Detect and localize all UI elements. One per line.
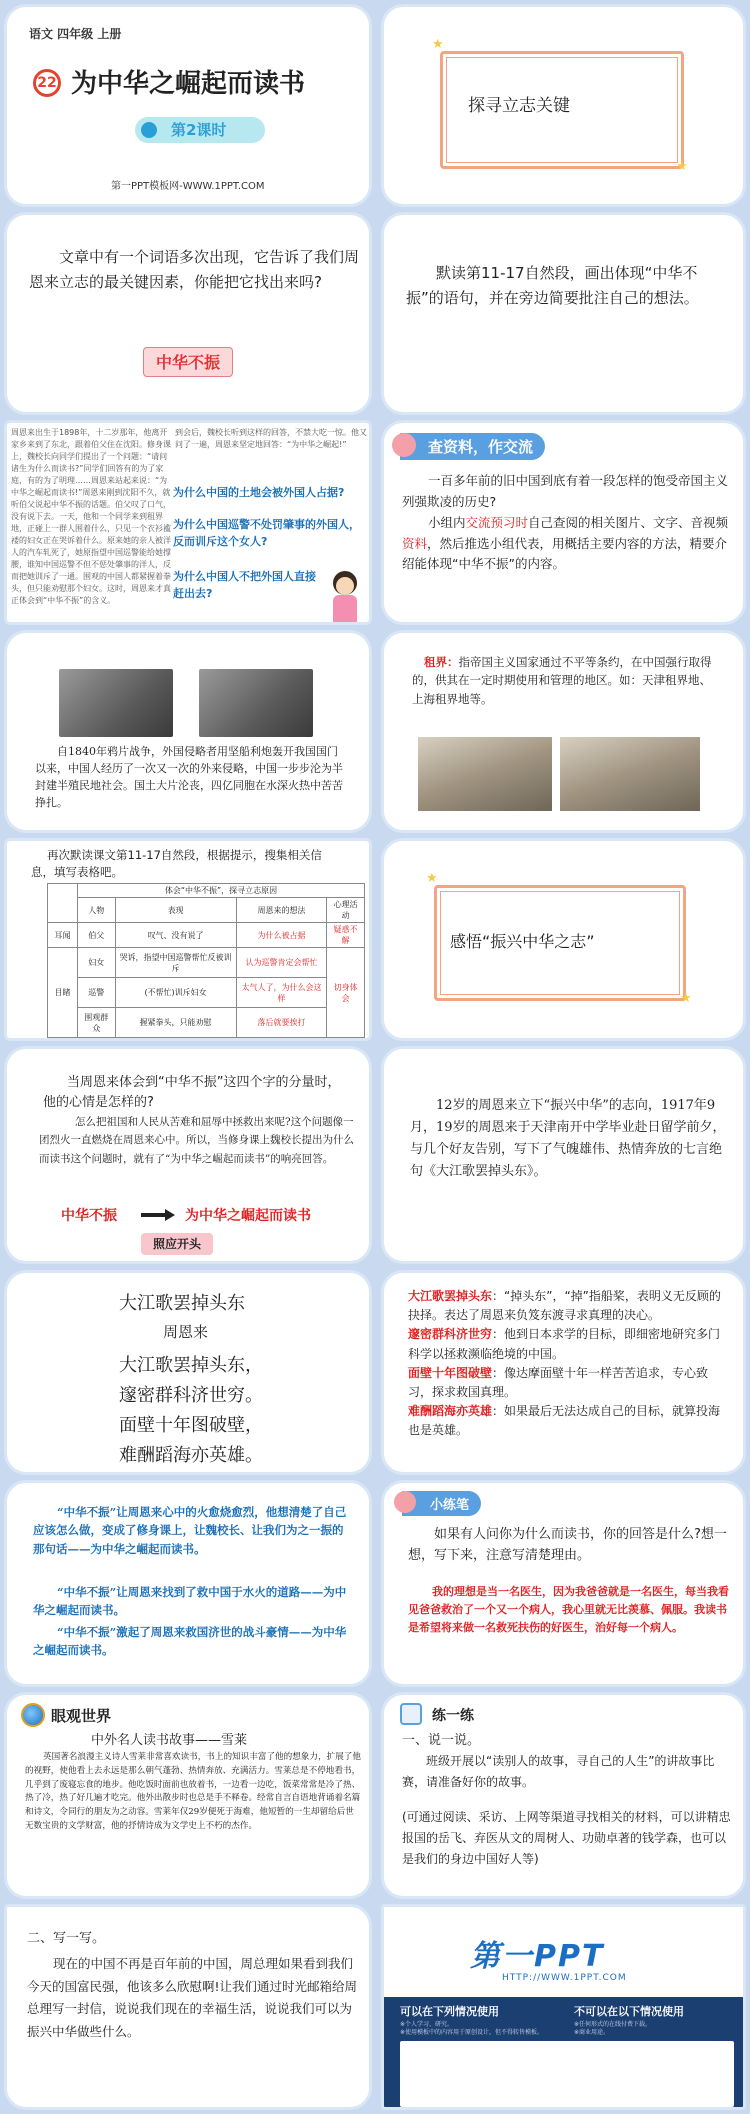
history-question: 一百多年前的旧中国到底有着一段怎样的饱受帝国主义列强欺凌的历史?: [402, 473, 729, 509]
concession-photo-2: [560, 737, 700, 811]
slide-poem: [4, 1270, 372, 1475]
slide-section-aspiration: [381, 838, 746, 1041]
exercise-heading: 一、说一说。: [402, 1733, 481, 1748]
chain-left: 中华不振: [61, 1208, 117, 1224]
star-icon: ★: [676, 159, 688, 174]
history-paragraph: 自1840年鸦片战争，外国侵略者用坚船利炮轰开我国国门以来，中国人经历了一次又一次的外来侵略，中国一步步沦为半封建半殖民地社会。国土大片沦丧，四亿同胞在水深火热中苦苦挣扎。: [35, 745, 343, 810]
poem-author: 周恩来: [163, 1323, 209, 1341]
summary-paragraph: “中华不振”让周恩来找到了救中国于水火的道路——为中华之崛起而读书。: [33, 1585, 347, 1618]
write-heading: 二、写一写。: [27, 1931, 106, 1946]
poem-line: 难酬蹈海亦英雄。: [119, 1445, 263, 1466]
slide-world-view: [4, 1692, 372, 1899]
exercise-badge: 练一练: [432, 1708, 474, 1724]
slide-section-explore: [381, 4, 746, 207]
concession-definition: 租界：指帝国主义国家通过不平等条约，在中国强行取得的，供其在一定时期使用和管理的地区。如：天津租界地、上海租界地等。: [412, 655, 712, 706]
slide-exercise-write: [4, 1904, 372, 2110]
slide-keyword-question: [4, 212, 372, 415]
group-task: 小组内交流预习时自己查阅的相关图片、文字、音视频资料，然后推选小组代表，用概括主要内容的方法，精要介绍能体现“中华不振”的内容。: [402, 515, 729, 572]
textbook-excerpt: 周恩来出生于1898年，十二岁那年，他离开家乡来到了东北，跟着伯父住在沈阳。修身课上，魏校长向同学们提出了一个问题：“请问诸生为什么而读书?”同学们回答有的为了家庭，有的为了明理……周恩来站起来说：“为中华之崛起而读书!”周恩来刚到沈阳不久，就听伯父说起中华不振的话题。伯父叹了口气，没有说下去。一天，他和一个同学来到租界地，正碰上一群人围着什么，只见一个衣衫褴褛的妇女正在哭诉着什么。原来她的亲人被洋人的汽车轧死了，她原指望中国巡警能给她撑腰，谁知中国巡警不但不惩处肇事的洋人，反而把她训斥了一通。围观的中国人都紧握着拳头，但只能劝慰那个妇女。这时，周恩来才真正体会到“中华不振”的含义。: [11, 428, 171, 605]
star-icon: ★: [680, 991, 692, 1006]
story-title: 中外名人读书故事——雪莱: [91, 1733, 248, 1748]
historical-photo-1: [59, 669, 173, 737]
write-text: 现在的中国不再是百年前的中国，周总理如果看到我们今天的国富民强，他该多么欣慰啊!让我们通过时光邮箱给周总理写一封信，说说我们现在的幸福生活，说说我们可以为振兴中华做些什么。: [27, 1956, 358, 2039]
lesson-pill: [135, 117, 265, 143]
practice-badge: 小练笔: [402, 1491, 481, 1516]
lesson-number-badge: 22: [33, 69, 61, 97]
question-text: 文章中有一个词语多次出现，它告诉了我们周恩来立志的最关键因素，你能把它找出来吗?: [29, 248, 360, 291]
story-text: 英国著名浪漫主义诗人雪莱非常喜欢读书，书上的知识丰富了他的想象力，扩展了他的视野，使他看上去永远是那么朝气蓬勃、热情奔放、充满活力。雪莱总是不停地看书，几乎到了废寝忘食的地步。他吃饭时面前也放着书，一边看一边吃，饭菜常常是冷了热、热了冷，热了好几遍才吃完。他外出散步时也总是手不释卷。经常自言自语地背诵着名篇和诗文，令同行的朋友为之动容。雪莱年仅29岁便死于海难，他短暂的一生却留给后世无数宝贵的文学财富，他的抒情诗成为文学史上不朽的杰作。: [25, 1752, 361, 1831]
poem-line: 面壁十年图破壁，: [119, 1415, 263, 1436]
slide-exercise-speak: [381, 1692, 746, 1899]
concession-photo-1: [418, 737, 552, 811]
poem-line: 邃密群科济世穷。: [119, 1385, 263, 1406]
table-row: 围观群众 握紧拳头，只能劝慰 落后就要挨打: [48, 1008, 365, 1038]
allowed-item: ※个人学习、研究。: [400, 2021, 454, 2028]
lesson-label: 第2课时: [171, 121, 227, 139]
lamp-icon: [392, 433, 416, 457]
allowed-item: ※使用模板中的内容用于原创设计，但不得转售模板。: [400, 2029, 544, 2036]
poem-title: 大江歌罢掉头东: [119, 1293, 245, 1314]
echo-opening-button[interactable]: 照应开头: [141, 1233, 213, 1255]
cover-footer: 第一PPT模板网-WWW.1PPT.COM: [111, 181, 265, 192]
question-3: 为什么中国人不把外国人直接赶出去?: [173, 570, 316, 600]
exercise-text: 班级开展以“读别人的故事，寻自己的人生”的讲故事比赛，请准备好你的故事。: [402, 1754, 715, 1789]
practice-question: 如果有人问你为什么而读书，你的回答是什么?想一想，写下来，注意写清楚理由。: [408, 1527, 727, 1563]
grade-label: 语文 四年级 上册: [29, 27, 122, 41]
star-icon: ★: [426, 871, 438, 886]
research-badge: 查资料，作交流: [400, 433, 545, 460]
section-title: 感悟“振兴中华之志”: [450, 932, 595, 951]
table-row: 耳闻 伯父 叹气、没有说了 为什么被占据 疑惑不解: [48, 923, 365, 948]
lamp-icon: [394, 1491, 416, 1513]
slide-text-questions: [4, 420, 372, 625]
feeling-explanation: 怎么把祖国和人民从苦难和屈辱中拯救出来呢?这个问题像一团烈火一直燃烧在周恩来心中。所以，当修身课上魏校长提出为什么而读书这个问题时，就有了“为中华之崛起而读书”的响亮回答。: [39, 1116, 354, 1165]
world-badge: 眼观世界: [51, 1707, 112, 1725]
section-title: 探寻立志关键: [468, 96, 570, 116]
slide-poem-background: [381, 1046, 746, 1264]
page-title: 为中华之崛起而读书: [71, 69, 306, 99]
star-icon: ★: [432, 37, 444, 52]
slide-cover: [4, 4, 372, 207]
question-2: 为什么中国巡警不处罚肇事的外国人，反而训斥这个女人?: [173, 518, 360, 548]
forbidden-item: ※商业用途。: [574, 2029, 610, 2036]
table-row: 目睹 妇女 哭诉，指望中国巡警帮忙反被训斥 认为巡警肯定会帮忙 切身体会: [48, 948, 365, 978]
slide-concession: [381, 630, 746, 833]
feeling-question: 当周恩来体会到“中华不振”这四个字的分量时，他的心情是怎样的?: [43, 1075, 341, 1110]
slide-reading-task: [381, 212, 746, 415]
forbidden-item: ※任何形式的在线付费下载。: [574, 2021, 652, 2028]
usage-panel: [384, 1997, 746, 2110]
allowed-heading: 可以在下列情况使用: [400, 2005, 499, 2018]
slide-poem-annotation: [381, 1270, 746, 1475]
exercise-hint: (可通过阅读、采访、上网等渠道寻找相关的材料，可以讲精忠报国的岳飞、弃医从文的周树人、功勋卓著的钱学森，也可以是我们的身边中国好人等): [402, 1810, 731, 1866]
circle-icon: [141, 122, 157, 138]
brand-logo: 第一PPT: [470, 1939, 605, 1974]
forbidden-heading: 不可以在以下情况使用: [574, 2005, 684, 2018]
task-text: 默读第11-17自然段，画出体现“中华不振”的语句，并在旁边简要批注自己的想法。: [406, 264, 699, 307]
table-row: 巡警 (不帮忙)训斥妇女 太气人了，为什么会这样: [48, 978, 365, 1008]
table-intro: 再次默读课文第11-17自然段，根据提示，搜集相关信息，填写表格吧。: [31, 848, 322, 879]
slide-history: [4, 630, 372, 833]
link-list: [400, 2041, 734, 2107]
girl-illustration: [325, 571, 365, 625]
slide-info-table: [4, 838, 372, 1041]
slide-brand: [381, 1904, 746, 2110]
question-1: 为什么中国的土地会被外国人占据?: [173, 486, 345, 499]
textbook-excerpt-2: 到会后，魏校长听到这样的回答，不禁大吃一惊。他又问了一遍，周恩来坚定地回答：“为中华之崛起!”: [175, 428, 367, 449]
globe-icon: [21, 1703, 45, 1727]
brand-url: HTTP://WWW.1PPT.COM: [502, 1973, 627, 1983]
chain-right: 为中华之崛起而读书: [185, 1208, 311, 1224]
pencil-icon: [400, 1703, 422, 1725]
arrow-right-icon: [141, 1209, 175, 1221]
slide-research: [381, 420, 746, 625]
info-table: 体会“中华不振”，探寻立志原因 人物 表现 周恩来的想法 心理活动 耳闻 伯父 叹气、没有说了 为什么被占据 疑惑不解 目睹 妇女 哭诉，指望中国巡警帮忙反被训斥 认为巡警肯定会帮忙 切身体会 巡警 (不帮忙)训斥妇女 太气人了，为什么会这样 围观群众 握紧拳头，只能劝慰 落后就要挨打: [47, 883, 365, 1038]
slide-summary: [4, 1480, 372, 1687]
poem-annotation: 大江歌罢掉头东：“掉头东”，“掉”指船桨，表明义无反顾的抉择。表达了周恩来负笈东渡寻求真理的决心。 邃密群科济世穷：他到日本求学的目标，即细密地研究多门科学以拯救濒临绝境的中国。 面壁十年图破壁：像达摩面壁十年一样苦苦追求，专心致习，探求救国真理。 难酬蹈海亦英雄：如果最后无法达成自己的目标，就算投海也是英雄。: [408, 1289, 721, 1438]
summary-paragraph: “中华不振”激起了周恩来救国济世的战斗豪情——为中华之崛起而读书。: [33, 1625, 347, 1658]
poem-background-text: 12岁的周恩来立下“振兴中华”的志向，1917年9月，19岁的周恩来于天津南开中学毕业赴日留学前夕，与几个好友告别，写下了气魄雄伟、热情奔放的七言绝句《大江歌罢掉头东》。: [410, 1098, 726, 1180]
summary-paragraph: “中华不振”让周恩来心中的火愈烧愈烈，他想清楚了自己应该怎么做，变成了修身课上，让魏校长、让我们为之一振的那句话——为中华之崛起而读书。: [33, 1505, 347, 1556]
sample-answer: 我的理想是当一名医生，因为我爸爸就是一名医生，每当我看见爸爸救治了一个又一个病人，我心里就无比羡慕、佩服。我读书是希望将来做一名救死扶伤的好医生，治好每一个病人。: [408, 1585, 729, 1635]
slide-feeling: [4, 1046, 372, 1264]
poem-line: 大江歌罢掉头东，: [119, 1355, 263, 1376]
keyword-button[interactable]: 中华不振: [143, 347, 233, 377]
historical-photo-2: [199, 669, 313, 737]
slide-writing-practice: [381, 1480, 746, 1687]
